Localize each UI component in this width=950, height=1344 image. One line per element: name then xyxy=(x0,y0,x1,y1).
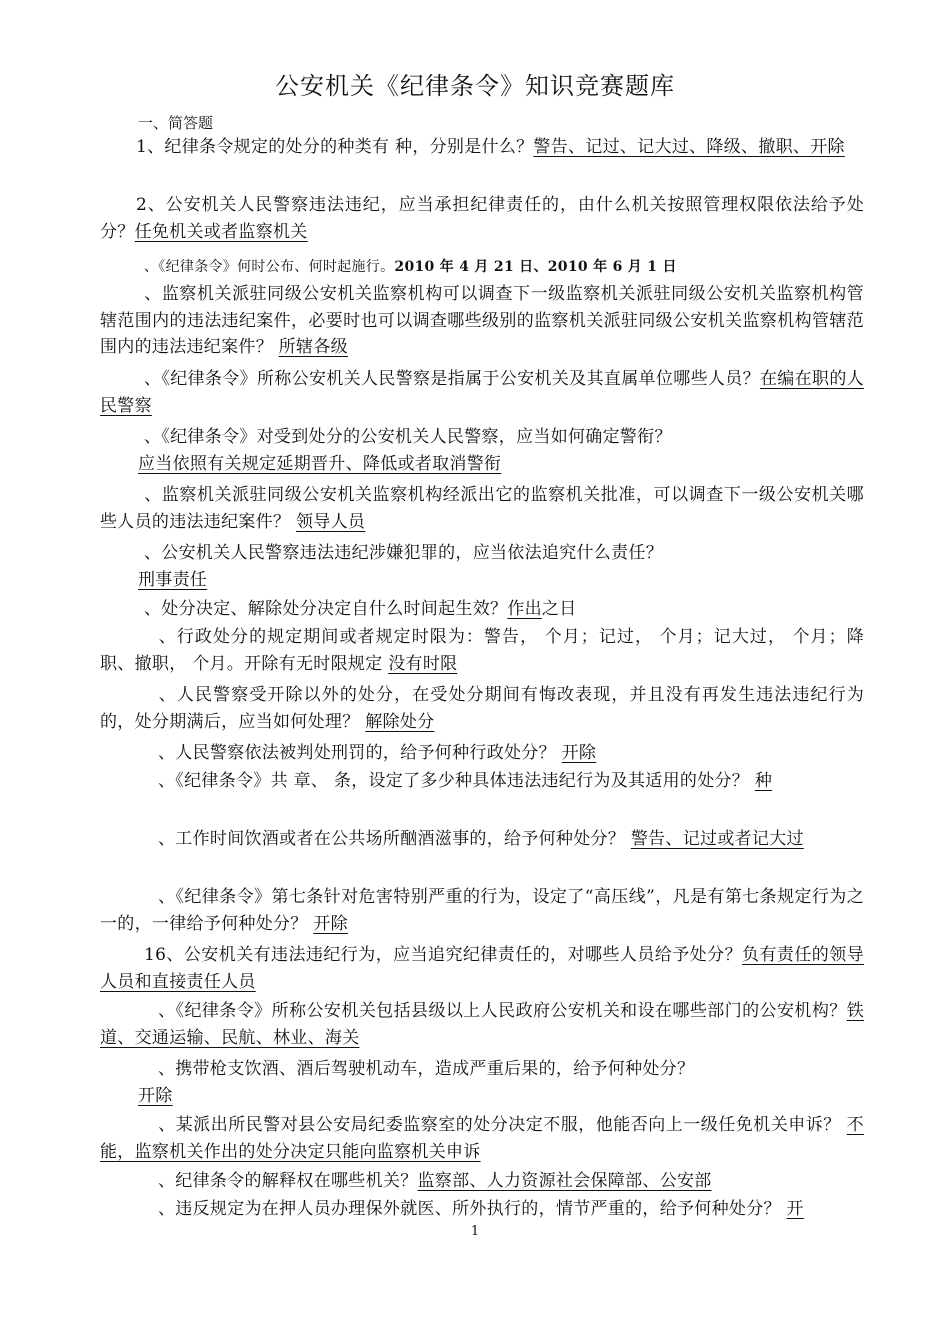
question-4: 、监察机关派驻同级公安机关监察机构可以调查下一级监察机关派驻同级公安机关监察机构管辖范围内的违法违纪案件，必要时也可以调查哪些级别的监察机关派驻同级公安机关监察机构管辖范围内的违法违纪案件？ 所辖各级 xyxy=(100,284,864,357)
answer-6: 应当依照有关规定延期晋升、降低或者取消警衔 xyxy=(138,453,502,474)
answer-11: 解除处分 xyxy=(365,711,435,732)
question-3: 、《纪律条令》何时公布、何时起施行。2010 年 4 月 21 日、2010 年 6 月 1 日 xyxy=(144,259,677,275)
question-10: 、行政处分的规定期间或者规定时限为：警告， 个月；记过， 个月；记大过， 个月；降职、撤职， 个月。开除有无时限规定 没有时限 xyxy=(100,627,864,674)
answer-18: 开除 xyxy=(138,1085,173,1106)
question-6: 、《纪律条令》对受到处分的公安机关人民警察，应当如何确定警衔？ 应当依照有关规定延期晋升、降低或者取消警衔 xyxy=(138,427,672,474)
question-16: 16、公安机关有违法违纪行为，应当追究纪律责任的，对哪些人员给予处分？负有责任的领导人员和直接责任人员 xyxy=(100,945,864,992)
answer-19: 不能，监察机关作出的处分决定只能向监察机关申诉 xyxy=(100,1115,864,1162)
question-5: 、《纪律条令》所称公安机关人民警察是指属于公安机关及其直属单位哪些人员？在编在职的人民警察 xyxy=(100,369,864,416)
question-7: 、监察机关派驻同级公安机关监察机构经派出它的监察机关批准，可以调查下一级公安机关哪些人员的违法违纪案件？ 领导人员 xyxy=(100,485,864,532)
answer-9: 作出 xyxy=(507,599,542,619)
answer-5: 在编在职的人民警察 xyxy=(100,369,864,416)
answer-12: 开除 xyxy=(561,743,597,763)
question-12: 、人民警察依法被判处刑罚的，给予何种行政处分？ 开除 xyxy=(158,743,597,763)
question-8: 、公安机关人民警察违法违纪涉嫌犯罪的，应当依法追究什么责任？ 刑事责任 xyxy=(138,543,663,590)
answer-16: 负有责任的领导人员和直接责任人员 xyxy=(100,945,864,992)
question-19: 、某派出所民警对县公安局纪委监察室的处分决定不服，他能否向上一级任免机关申诉？ 不能，监察机关作出的处分决定只能向监察机关申诉 xyxy=(100,1115,864,1162)
answer-8: 刑事责任 xyxy=(138,569,208,590)
section-heading: 一、简答题 xyxy=(138,114,214,132)
answer-14: 警告、记过或者记大过 xyxy=(630,829,804,849)
answer-2: 任免机关或者监察机关 xyxy=(134,221,308,242)
answer-21: 开 xyxy=(786,1199,804,1219)
question-9: 、处分决定、解除处分决定自什么时间起生效？作出之日 xyxy=(144,599,577,619)
question-15: 、《纪律条令》第七条针对危害特别严重的行为，设定了“高压线”，凡是有第七条规定行为之一的，一律给予何种处分？ 开除 xyxy=(100,887,864,934)
question-14: 、工作时间饮酒或者在公共场所酗酒滋事的，给予何种处分？ 警告、记过或者记大过 xyxy=(158,829,804,849)
question-21: 、违反规定为在押人员办理保外就医、所外执行的，情节严重的，给予何种处分？ 开 xyxy=(158,1199,804,1219)
question-18: 、携带枪支饮酒、酒后驾驶机动车，造成严重后果的，给予何种处分？ 开除 xyxy=(138,1059,695,1106)
answer-13: 种 xyxy=(754,771,773,791)
answer-10: 没有时限 xyxy=(388,653,458,674)
answer-20: 监察部、人力资源社会保障部、公安部 xyxy=(417,1171,712,1191)
question-11: 、人民警察受开除以外的处分，在受处分期间有悔改表现，并且没有再发生违法违纪行为的，处分期满后，应当如何处理？ 解除处分 xyxy=(100,685,864,732)
answer-17: 铁道、交通运输、民航、林业、海关 xyxy=(100,1001,864,1048)
page-number: 1 xyxy=(470,1224,480,1239)
question-20: 、纪律条令的解释权在哪些机关？监察部、人力资源社会保障部、公安部 xyxy=(158,1171,712,1191)
answer-15: 开除 xyxy=(313,913,348,934)
question-17: 、《纪律条令》所称公安机关包括县级以上人民政府公安机关和设在哪些部门的公安机构？铁道、交通运输、民航、林业、海关 xyxy=(100,1001,864,1048)
answer-4: 所辖各级 xyxy=(278,337,348,357)
answer-7: 领导人员 xyxy=(296,511,366,532)
answer-1: 警告、记过、记大过、降级、撤职、开除 xyxy=(533,137,845,157)
page-title: 公安机关《纪律条令》知识竞赛题库 xyxy=(275,72,675,100)
question-2: 2、公安机关人民警察违法违纪，应当承担纪律责任的，由什么机关按照管理权限依法给予处分？任免机关或者监察机关 xyxy=(100,195,864,242)
question-1: 1、纪律条令规定的处分的种类有 种，分别是什么？警告、记过、记大过、降级、撤职、开除 xyxy=(136,137,845,157)
answer-3: 2010 年 4 月 21 日、2010 年 6 月 1 日 xyxy=(394,259,677,275)
question-13: 、《纪律条令》共 章、 条，设定了多少种具体违法违纪行为及其适用的处分？ 种 xyxy=(158,771,773,791)
